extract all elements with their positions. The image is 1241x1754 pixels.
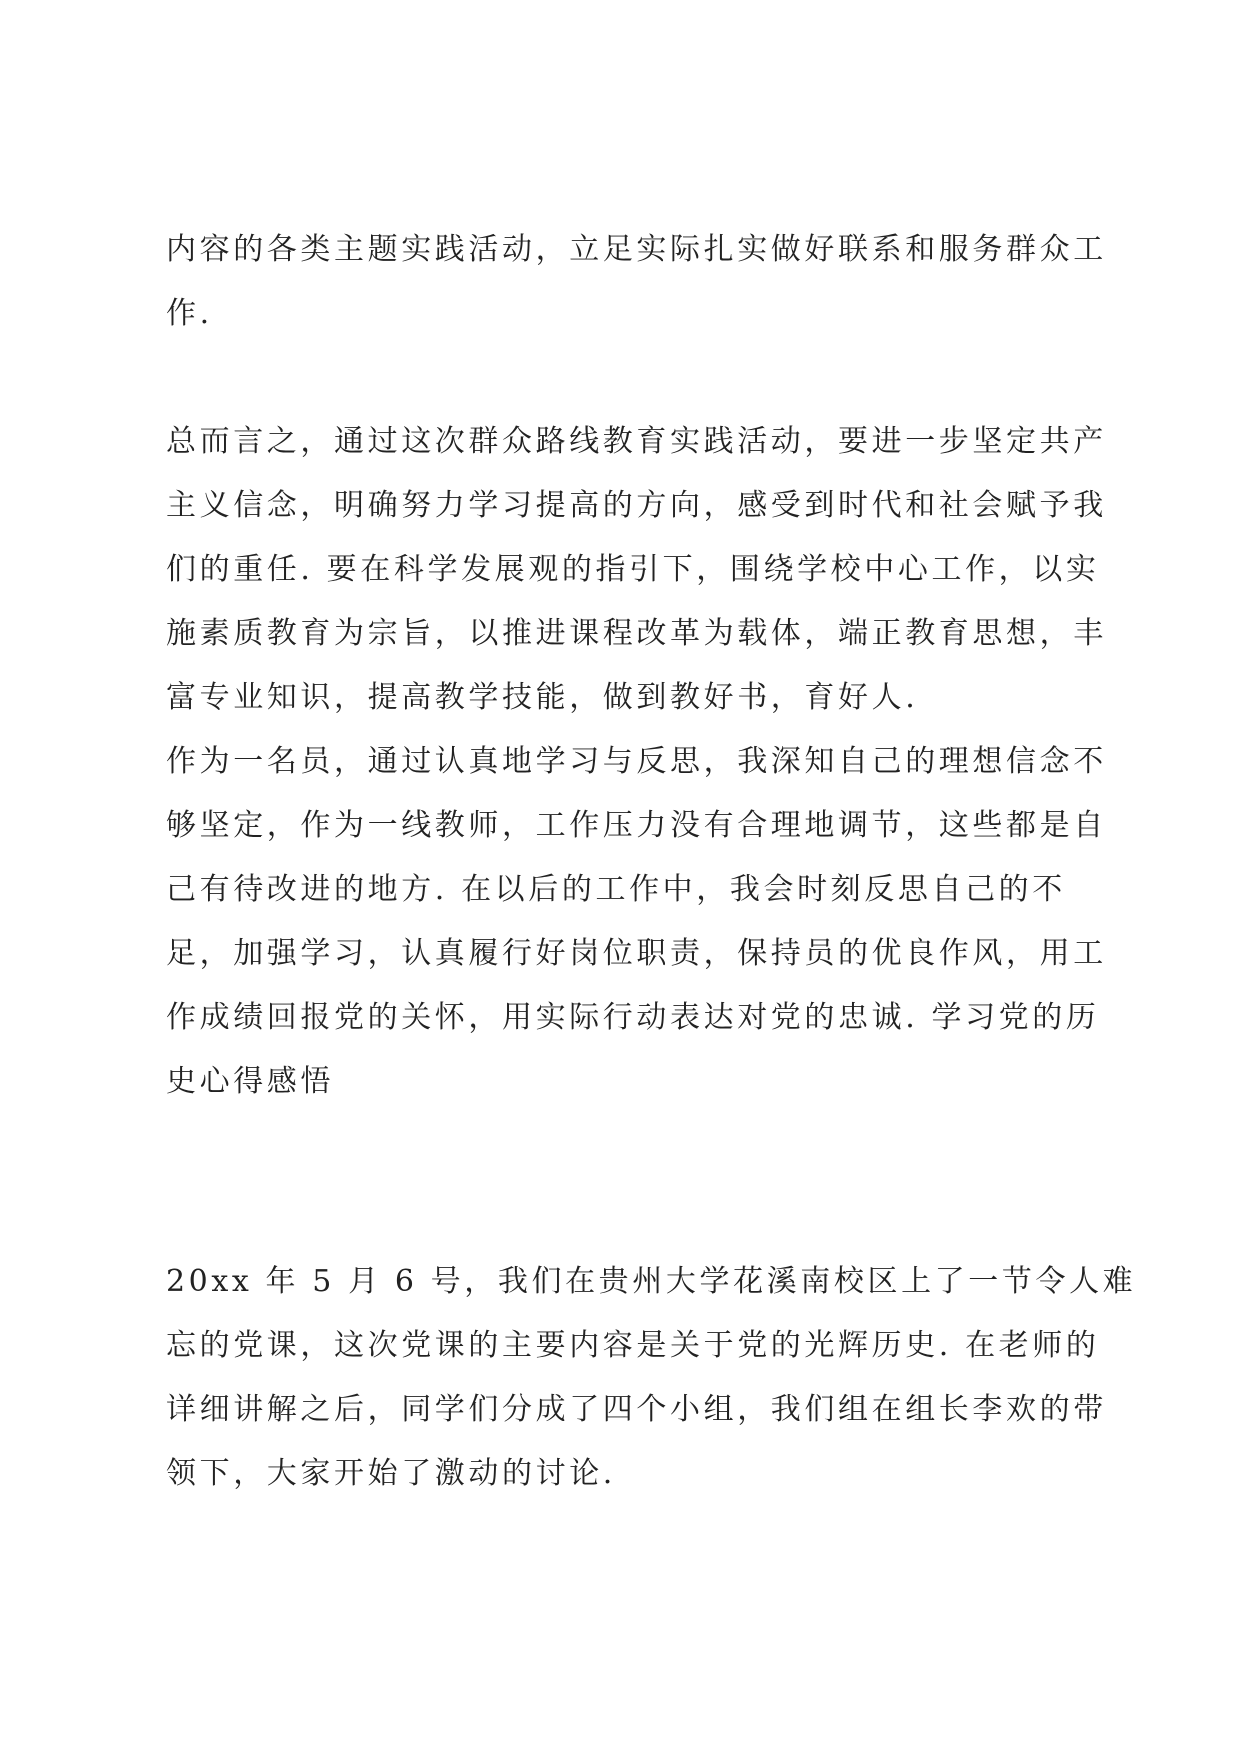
text-line: 忘的党课，这次党课的主要内容是关于党的光辉历史. 在老师的 bbox=[166, 1328, 1100, 1363]
text-line: 富专业知识，提高教学技能，做到教好书，育好人. bbox=[166, 680, 919, 715]
text-line: 内容的各类主题实践活动，立足实际扎实做好联系和服务群众工 bbox=[166, 232, 1107, 267]
text-line: 够坚定，作为一线教师，工作压力没有合理地调节，这些都是自 bbox=[166, 808, 1107, 843]
text-line: 们的重任. 要在科学发展观的指引下，围绕学校中心工作，以实 bbox=[166, 552, 1100, 587]
text-line: 足，加强学习，认真履行好岗位职责，保持员的优良作风，用工 bbox=[166, 936, 1107, 971]
text-line: 总而言之，通过这次群众路线教育实践活动，要进一步坚定共产 bbox=[166, 424, 1107, 459]
paragraph-1 bbox=[166, 218, 1107, 346]
paragraph-2 bbox=[166, 410, 1107, 730]
text-line: 详细讲解之后，同学们分成了四个小组，我们组在组长李欢的带 bbox=[166, 1392, 1107, 1427]
text-line: 领下，大家开始了激动的讨论. bbox=[166, 1456, 616, 1491]
text-line: 史心得感悟 bbox=[166, 1064, 334, 1099]
text-line: 20xx 年 5 月 6 号，我们在贵州大学花溪南校区上了一节令人难 bbox=[166, 1264, 1137, 1299]
text-line: 主义信念，明确努力学习提高的方向，感受到时代和社会赋予我 bbox=[166, 488, 1107, 523]
text-line: 施素质教育为宗旨，以推进课程改革为载体，端正教育思想，丰 bbox=[166, 616, 1107, 651]
paragraph-4 bbox=[166, 1250, 1137, 1506]
text-line: 作成绩回报党的关怀，用实际行动表达对党的忠诚. 学习党的历 bbox=[166, 1000, 1100, 1035]
paragraph-3 bbox=[166, 730, 1107, 1114]
text-line: 作为一名员，通过认真地学习与反思，我深知自己的理想信念不 bbox=[166, 744, 1107, 779]
text-line: 作. bbox=[166, 296, 213, 331]
text-line: 己有待改进的地方. 在以后的工作中，我会时刻反思自己的不 bbox=[166, 872, 1066, 907]
